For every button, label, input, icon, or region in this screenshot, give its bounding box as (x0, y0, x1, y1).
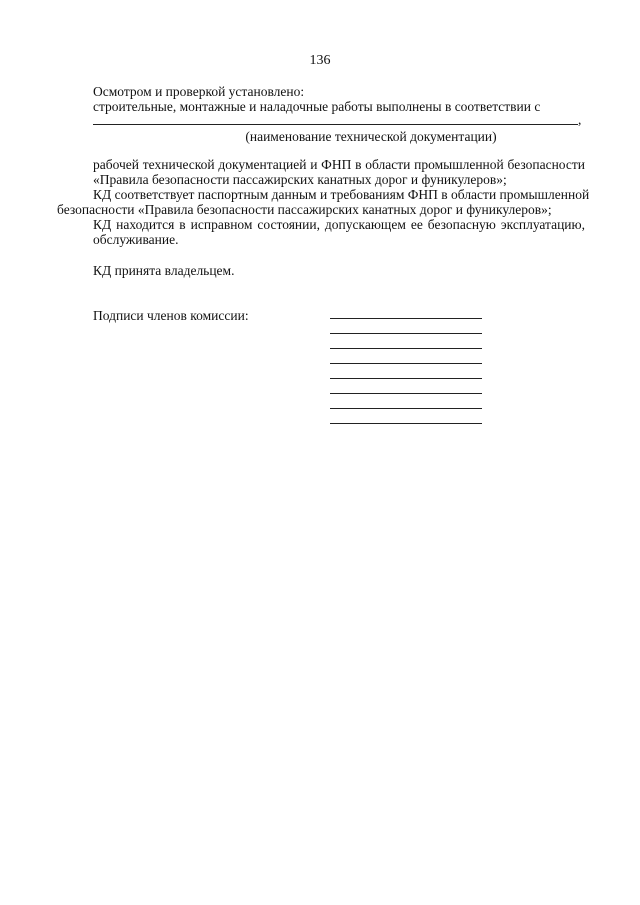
signature-line (330, 363, 482, 364)
signatures-label: Подписи членов комиссии: (93, 308, 249, 323)
tech-doc-blank-comma: , (578, 112, 582, 127)
signature-line (330, 333, 482, 334)
paragraph-3-line-1: КД находится в исправном состоянии, допускающем ее безопасную эксплуатацию, (93, 217, 585, 232)
intro-line-1: Осмотром и проверкой установлено: (93, 84, 305, 99)
tech-doc-caption: (наименование технической документации) (245, 129, 497, 144)
signature-line (330, 423, 482, 424)
page-number: 136 (309, 53, 331, 68)
paragraph-1-line-2: «Правила безопасности пассажирских канатных дорог и фуникулеров»; (93, 172, 507, 187)
signature-line (330, 318, 482, 319)
acceptance-statement: КД принята владельцем. (93, 263, 235, 278)
paragraph-1-line-1: рабочей технической документацией и ФНП в области промышленной безопасности (93, 157, 585, 172)
tech-doc-blank-line (93, 124, 578, 125)
paragraph-3-line-2: обслуживание. (93, 232, 179, 247)
paragraph-2-line-2: безопасности «Правила безопасности пассажирских канатных дорог и фуникулеров»; (57, 202, 552, 217)
signature-line (330, 348, 482, 349)
intro-line-2: строительные, монтажные и наладочные работы выполнены в соответствии с (93, 99, 541, 114)
signature-line (330, 378, 482, 379)
signature-line (330, 393, 482, 394)
signature-line (330, 408, 482, 409)
paragraph-2-line-1: КД соответствует паспортным данным и требованиям ФНП в области промышленной (93, 187, 590, 202)
